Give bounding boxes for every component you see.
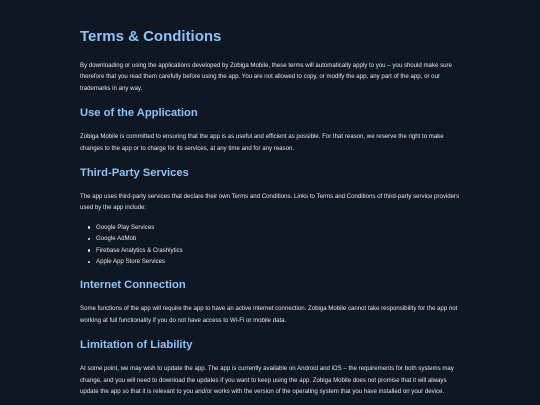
section-heading-third-party: Third-Party Services [80, 167, 189, 180]
third-party-list [80, 222, 460, 268]
bullet-icon [88, 261, 90, 263]
list-item [96, 222, 460, 233]
intro-paragraph: By downloading or using the applications developed by Zobiga Mobile, these terms will automatically apply to you – you should make sure therefore that you read them carefully before using the app. You are not allowed to copy, or modify the app, any part of the app, or our trademarks in any way. [80, 62, 452, 92]
bullet-icon [88, 249, 90, 251]
list-item-label: Apple App Store Services [96, 258, 166, 266]
bullet-icon [88, 238, 90, 240]
list-item [96, 233, 460, 244]
section-body-internet: Some functions of the app will require the app to have an active internet connection. Zobiga Mobile cannot take responsibility for the app not working at full functionality if you do not have access to Wi-Fi or mobile data. [80, 305, 458, 324]
section-heading-use: Use of the Application [80, 107, 198, 120]
bullet-icon [88, 226, 90, 228]
list-item-label: Google Play Services [96, 223, 155, 231]
list-item-label: Firebase Analytics & Crashlytics [96, 246, 183, 254]
list-item [96, 245, 460, 256]
section-heading-internet: Internet Connection [80, 279, 186, 292]
section-body-third-party: The app uses third-party services that declare their own Terms and Conditions. Links to Terms and Conditions of third-party service providers used by the app include: [80, 193, 460, 212]
section-body-liability: At some point, we may wish to update the app. The app is currently available on Android and iOS – the requirements for both systems may change, and you will need to download the updates if you want to keep using the app. Zobiga Mobile does not promise that it will always update the app so that it is relevant to you and/or works with the version of the operating system that you have installed on your device. [80, 365, 454, 396]
section-body-use: Zobiga Mobile is committed to ensuring that the app is as useful and efficient as possible. For that reason, we reserve the right to make changes to the app or to charge for its services, at any time and for any reason. [80, 133, 444, 152]
list-item [96, 256, 460, 267]
section-heading-liability: Limitation of Liability [80, 339, 193, 352]
list-item-label: Google AdMob [96, 235, 137, 243]
page-title: Terms & Conditions [80, 28, 222, 45]
